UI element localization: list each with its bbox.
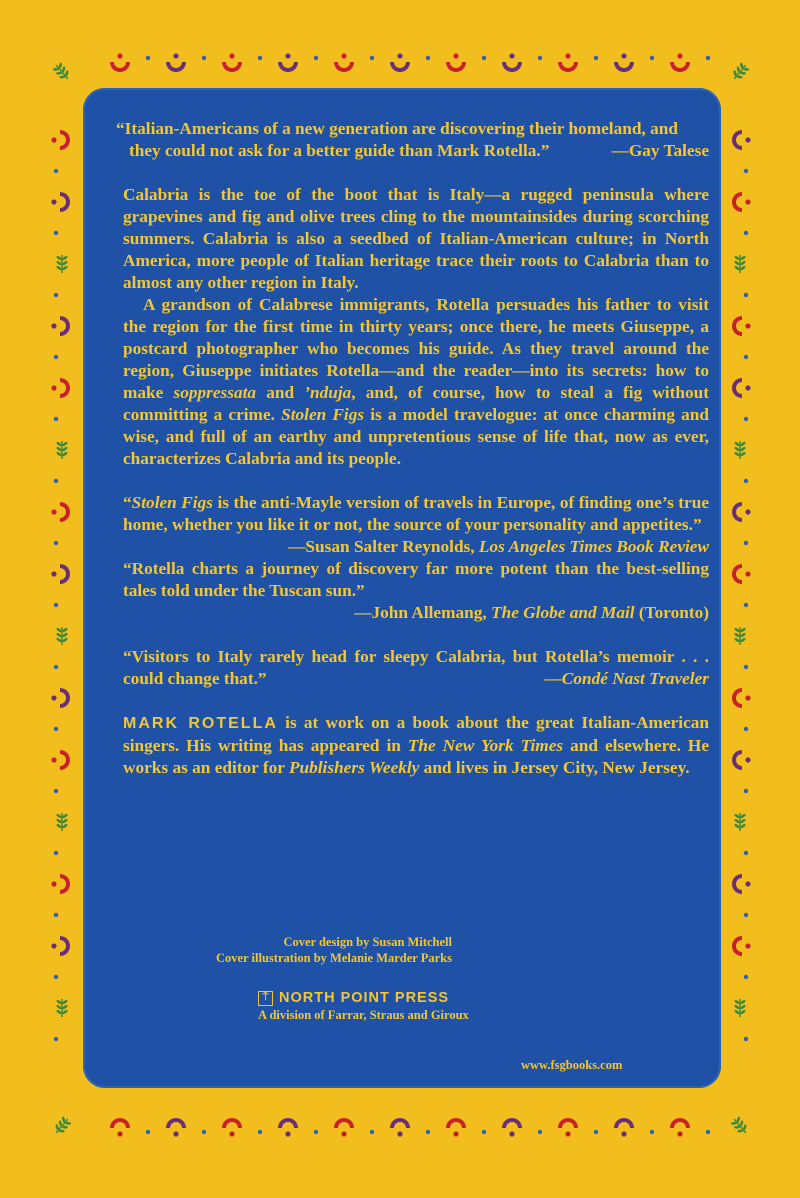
ornament-sprig-icon <box>734 999 747 1017</box>
ornament-arch-icon <box>51 130 70 150</box>
ornament-arch-icon <box>558 53 578 72</box>
ornament-sprig-icon <box>734 627 747 645</box>
ornament-arch-icon <box>51 874 70 894</box>
ornament-sprig-icon <box>734 255 747 273</box>
ornament-arch-icon <box>51 316 70 336</box>
allemang-quote: “Rotella charts a journey of discovery far more potent than the best-selling tales told under the Tuscan sun.” <box>123 559 709 600</box>
ornament-arch-icon <box>732 874 751 894</box>
ornament-arch-icon <box>390 1118 410 1137</box>
ornament-arch-icon <box>110 53 130 72</box>
publisher-website: www.fsgbooks.com <box>521 1058 623 1072</box>
ornament-arch-icon <box>732 130 751 150</box>
ornament-arch-icon <box>222 53 242 72</box>
ornament-arch-icon <box>732 564 751 584</box>
ornament-arch-icon <box>334 1118 354 1137</box>
publisher-name: NORTH POINT PRESS <box>279 990 450 1006</box>
ornament-arch-icon <box>502 1118 522 1137</box>
ornament-arch-icon <box>51 750 70 770</box>
ornament-arch-icon <box>732 750 751 770</box>
description-paragraph-2: A grandson of Calabrese immigrants, Rotella persuades his father to visit the region for the first time in thirty years; once there, he meets Giuseppe, a postcard photographer who becomes his guide. As they travel around the region, Giuseppe initiates Rotella—and the reader—into its secrets: how to make soppressata and ’nduja, and, of course, how to steal a fig without committing a crime. Stolen Figs is a model travelogue: at once charming and wise, and full of an earthy and unpretentious sense of life that, now as ever, characterizes Calabria and its people. <box>123 295 709 468</box>
conde-nast-attribution: —Condé Nast Traveler <box>544 669 709 688</box>
back-cover-copy <box>116 118 710 779</box>
author-name: MARK ROTELLA <box>123 715 278 732</box>
ornament-arch-icon <box>166 53 186 72</box>
author-bio: MARK ROTELLA is at work on a book about the great Italian-American singers. His writing has appeared in The New York Times and elsewhere. He works as an editor for Publishers Weekly and lives in Jersey City, New Jersey. <box>123 713 710 777</box>
ornament-arch-icon <box>222 1118 242 1137</box>
ornament-arch-icon <box>390 53 410 72</box>
ornament-arch-icon <box>334 53 354 72</box>
ornament-arch-icon <box>166 1118 186 1137</box>
ornament-arch-icon <box>278 1118 298 1137</box>
description-paragraph-1: Calabria is the toe of the boot that is Italy—a rugged peninsula where grapevines and fig and olive trees cling to the mountainsides during scorching summers. Calabria is also a seedbed of Italian-American culture; in North America, more people of Italian heritage trace their roots to Calabria than to almost any other region in Italy. <box>123 185 709 292</box>
ornament-sprig-icon <box>56 627 69 645</box>
ornament-arch-icon <box>446 53 466 72</box>
ornament-sprig-icon <box>56 999 69 1017</box>
talese-quote <box>123 140 709 162</box>
ornament-arch-icon <box>614 53 634 72</box>
cover-illustration-credit: Cover illustration by Melanie Marder Parks <box>216 951 452 965</box>
ornament-sprig-icon <box>56 441 69 459</box>
ornament-arch-icon <box>614 1118 634 1137</box>
ornament-arch-icon <box>558 1118 578 1137</box>
ornament-arch-icon <box>51 936 70 956</box>
publisher-division: A division of Farrar, Straus and Giroux <box>258 1008 469 1022</box>
ornament-arch-icon <box>51 192 70 212</box>
ornament-arch-icon <box>278 53 298 72</box>
ornament-sprig-icon <box>56 813 69 831</box>
la-times-title: Los Angeles Times Book Review <box>478 537 709 556</box>
ornament-arch-icon <box>51 378 70 398</box>
ornament-sprig-icon <box>729 1115 750 1137</box>
ornament-sprig-icon <box>729 61 750 83</box>
ornament-sprig-icon <box>56 255 69 273</box>
talese-quote-line1: “Italian-Americans of a new generation are discovering their homeland, and <box>116 119 678 138</box>
ornament-arch-icon <box>51 564 70 584</box>
cover-credits <box>216 934 452 966</box>
salter-reynolds-quote: “Stolen Figs is the anti-Mayle version of travels in Europe, of finding one’s true home, whether you like it or not, the source of your personality and appetites.” —Susan Salter Reynolds, Los Angeles Times Book Review <box>123 493 709 556</box>
ornament-arch-icon <box>51 502 70 522</box>
ornament-sprig-icon <box>51 1115 72 1137</box>
ornament-arch-icon <box>446 1118 466 1137</box>
talese-quote-line2: they could not ask for a better guide than Mark Rotella.” <box>129 141 550 160</box>
ornament-arch-icon <box>502 53 522 72</box>
salter-attribution: —Susan Salter Reynolds, <box>288 537 479 556</box>
north-point-logo-icon: ⍑ <box>258 991 273 1006</box>
ornament-arch-icon <box>732 688 751 708</box>
talese-attribution: —Gay Talese <box>611 141 709 160</box>
ornament-arch-icon <box>670 1118 690 1137</box>
ornament-sprig-icon <box>734 441 747 459</box>
allemang-attribution: —John Allemang, The Globe and Mail (Toronto) <box>354 603 709 622</box>
ornament-sprig-icon <box>734 813 747 831</box>
ornament-sprig-icon <box>51 61 72 83</box>
ornament-arch-icon <box>732 192 751 212</box>
publisher-block <box>258 990 469 1023</box>
ornament-arch-icon <box>732 936 751 956</box>
cover-design-credit: Cover design by Susan Mitchell <box>283 935 452 949</box>
ornament-arch-icon <box>732 502 751 522</box>
ornament-arch-icon <box>732 316 751 336</box>
ornament-arch-icon <box>110 1118 130 1137</box>
ornament-arch-icon <box>51 688 70 708</box>
ornament-arch-icon <box>732 378 751 398</box>
conde-nast-quote: “Visitors to Italy rarely head for sleepy Calabria, but Rotella’s memoir . . . could change that.” —Condé Nast Traveler <box>123 647 709 688</box>
ornament-arch-icon <box>670 53 690 72</box>
